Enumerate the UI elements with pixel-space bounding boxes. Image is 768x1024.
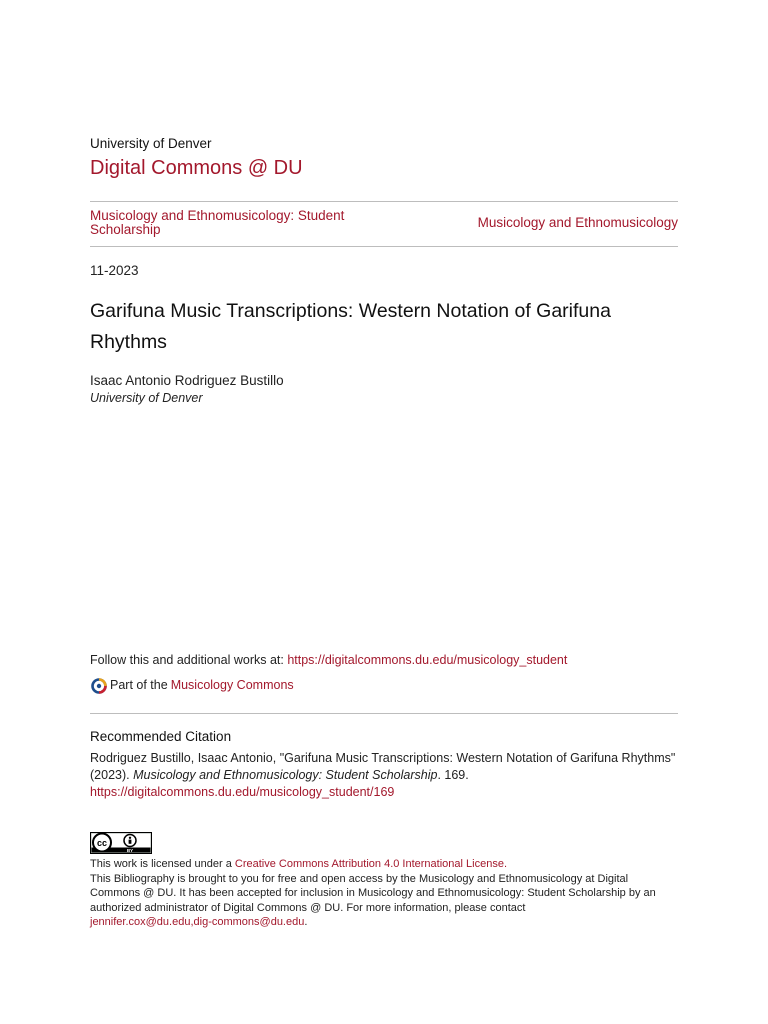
part-of-label: Part of the [110, 678, 168, 692]
part-of-line [90, 676, 294, 694]
svg-text:cc: cc [96, 838, 108, 848]
license-prefix: This work is licensed under a [90, 858, 235, 870]
musicology-commons-link[interactable]: Musicology Commons [170, 678, 294, 692]
institution-name: University of Denver [90, 136, 212, 151]
citation-text-start: Rodriguez Bustillo, Isaac Antonio, "Garifuna Music Transcriptions: Western Notation of Garifuna Rhythms" (2023). [90, 751, 676, 782]
follow-label: Follow this and additional works at: [90, 653, 288, 667]
collection-link-department[interactable]: Musicology and Ethnomusicology [477, 215, 678, 230]
contact-email-link[interactable]: jennifer.cox@du.edu,dig-commons@du.edu [90, 916, 305, 929]
cc-by-icon[interactable] [90, 832, 152, 854]
network-icon [90, 676, 108, 694]
svg-text:BY: BY [126, 848, 134, 853]
bottom-divider [90, 246, 678, 247]
repository-link[interactable]: Digital Commons @ DU [90, 157, 303, 179]
citation-divider [90, 713, 678, 714]
follow-url-link[interactable]: https://digitalcommons.du.edu/musicology_student [287, 653, 568, 667]
license-link[interactable]: Creative Commons Attribution 4.0 International License. [234, 858, 507, 870]
license-block [90, 857, 678, 930]
citation-text-end: . 169. [437, 768, 469, 782]
license-body: This Bibliography is brought to you for free and open access by the Musicology and Ethnomusicology at Digital Commons @ DU. It has been accepted for inclusion in Musicology and Ethnomusicology: Student Scholarship by an authorized administrator of Digital Commons @ DU. For more information, please contact [90, 872, 656, 914]
author-name: Isaac Antonio Rodriguez Bustillo [90, 373, 284, 388]
follow-line [90, 653, 567, 667]
paper-title: Garifuna Music Transcriptions: Western Notation of Garifuna Rhythms [90, 300, 611, 353]
citation-series: Musicology and Ethnomusicology: Student Scholarship [133, 768, 438, 782]
author-affiliation: University of Denver [90, 391, 203, 405]
citation-text [90, 750, 682, 801]
citation-heading: Recommended Citation [90, 729, 232, 744]
license-end: . [304, 916, 308, 929]
publication-date: 11-2023 [90, 263, 139, 278]
top-divider [90, 201, 678, 202]
citation-url-link[interactable]: https://digitalcommons.du.edu/musicology_student/169 [90, 785, 395, 799]
collection-link-student[interactable]: Musicology and Ethnomusicology: Student Scholarship [90, 208, 345, 237]
